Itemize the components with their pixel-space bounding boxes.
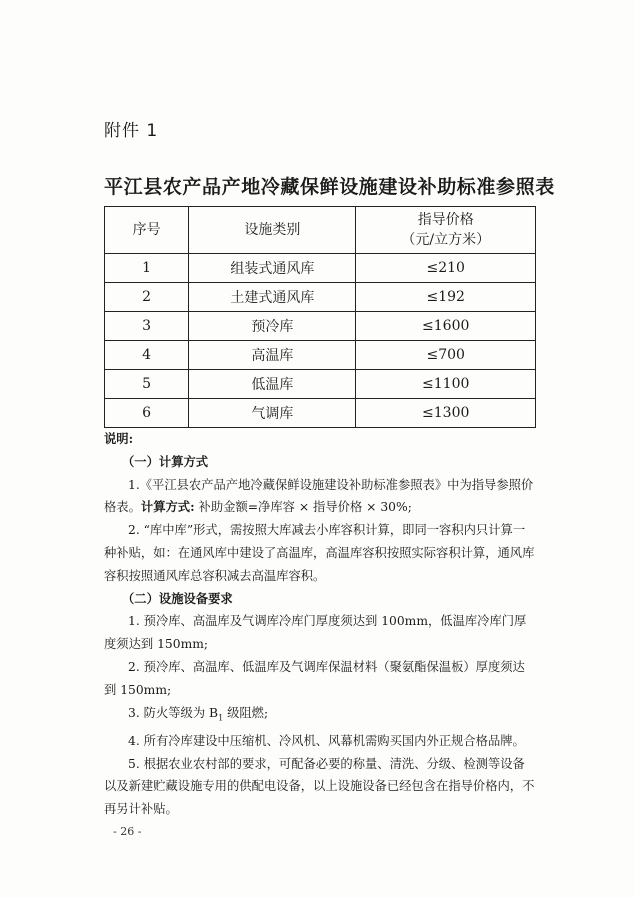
s2-item3: [104, 702, 536, 730]
header-price-line2: （元/立方米）: [401, 232, 491, 248]
header-price: [356, 207, 536, 254]
document-title: 平江县农产品产地冷藏保鲜设施建设补助标准参照表: [104, 176, 555, 198]
header-type: 设施类别: [189, 207, 356, 254]
cell-index: 6: [105, 399, 189, 428]
s2-item4: 4. 所有冷库建设中压缩机、冷风机、风幕机需购买国内外正规合格品牌。: [128, 733, 525, 748]
cell-index: 4: [105, 341, 189, 370]
s2-item3-post: 级阻燃;: [223, 705, 269, 720]
section2-title: （二）设施设备要求: [122, 590, 233, 606]
cell-index: 2: [105, 283, 189, 312]
section1-title: （一）计算方式: [122, 453, 209, 469]
header-index: 序号: [105, 207, 189, 254]
notes-section: [104, 428, 536, 821]
s1-item2: 2. “库中库”形式，需按照大库减去小库容积计算，即同一容积内只计算一种补贴，如：在通风库中建设了高温库，高温库容积按照实际容积计算，通风库容积按照通风库总容积减去高温库容积。: [104, 523, 535, 583]
cell-price: ≤1600: [356, 312, 536, 341]
table-row: [105, 312, 536, 341]
s2-item3-pre: 3. 防火等级为 B: [128, 705, 219, 720]
table-row: [105, 370, 536, 399]
table-row: [105, 341, 536, 370]
s2-item1: 1. 预冷库、高温库及气调库冷库门厚度须达到 100mm，低温库冷库门厚度须达到 150mm;: [104, 614, 527, 652]
notes-heading: 说明:: [104, 431, 134, 446]
page-number: - 26 -: [113, 825, 142, 838]
cell-type: 低温库: [189, 370, 356, 399]
s2-item2: 2. 预冷库、高温库、低温库及气调库保温材料（聚氨酯保温板）厚度须达到 150mm;: [104, 659, 525, 697]
cell-price: ≤1300: [356, 399, 536, 428]
table-row: [105, 254, 536, 283]
table-row: [105, 399, 536, 428]
cell-type: 土建式通风库: [189, 283, 356, 312]
cell-price: ≤700: [356, 341, 536, 370]
s1-item1-text: 1.《平江县农产品产地冷藏保鲜设施建设补助标准参照表》中为指导参照价格表。: [104, 477, 534, 515]
s1-item1-bold: 计算方式:: [140, 499, 195, 515]
s2-item3-sub: 1: [218, 713, 224, 723]
s2-item5: 5. 根据农业农村部的要求，可配备必要的称量、清洗、分级、检测等设备以及新建贮藏设施专用的供配电设备，以上设施设备已经包含在指导价格内，不再另计补贴。: [104, 756, 535, 817]
header-price-line1: 指导价格: [417, 212, 474, 228]
cell-type: 预冷库: [189, 312, 356, 341]
s1-item1: [104, 474, 536, 520]
s1-item1-formula: 补助金额=净库容 × 指导价格 × 30%;: [194, 500, 412, 515]
cell-type: 组装式通风库: [189, 254, 356, 283]
cell-price: ≤1100: [356, 370, 536, 399]
cell-index: 5: [105, 370, 189, 399]
cell-index: 1: [105, 254, 189, 283]
subsidy-table: [104, 206, 536, 428]
attachment-label: 附件 1: [104, 121, 159, 141]
table-header-row: [105, 207, 536, 254]
cell-index: 3: [105, 312, 189, 341]
cell-price: ≤192: [356, 283, 536, 312]
table-row: [105, 283, 536, 312]
cell-type: 高温库: [189, 341, 356, 370]
cell-price: ≤210: [356, 254, 536, 283]
cell-type: 气调库: [189, 399, 356, 428]
